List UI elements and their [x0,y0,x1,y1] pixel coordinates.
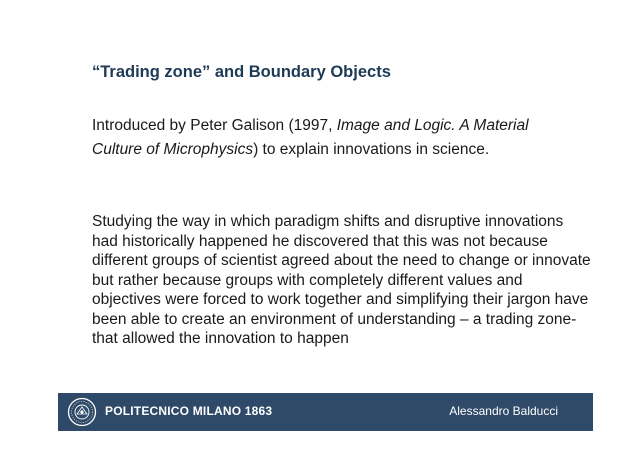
body-paragraph: Studying the way in which paradigm shifts and disruptive innovations had historically happened he discovered that this was not because different groups of scientist agreed about the need to change or innovate but rather because groups with completely different values and objectives were forced to work together and simplifying their jargon have been able to create an environment of understanding – a trading zone- that allowed the innovation to happen [92,213,591,347]
politecnico-seal-icon [67,397,97,427]
intro-paragraph [92,114,572,162]
author-name: Alessandro Balducci [449,404,558,418]
intro-text-end: ) to explain innovations in science. [253,141,490,158]
intro-text: Introduced by Peter Galison (1997, [92,117,337,134]
slide-title: “Trading zone” and Boundary Objects [92,63,391,81]
book-title: Image and Logic. A Material Culture of Microphysics [92,117,529,158]
institution-name: POLITECNICO MILANO 1863 [105,404,273,418]
footer-bar [58,393,593,431]
